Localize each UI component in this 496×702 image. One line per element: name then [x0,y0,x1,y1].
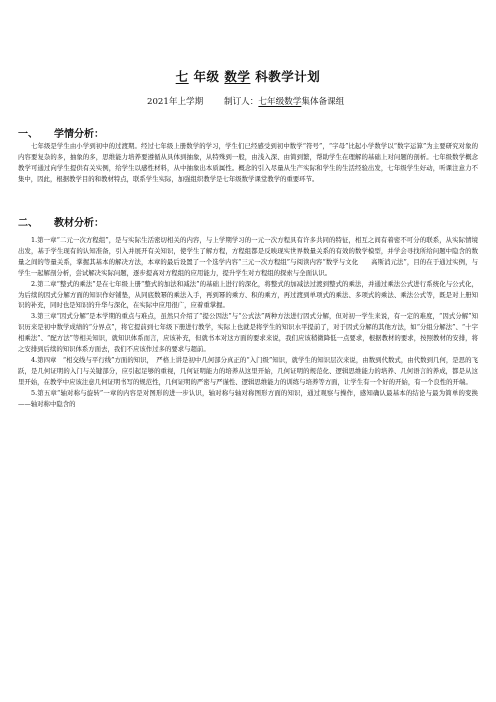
section-heading-2 [18,214,104,229]
paragraph: 5.第五章“轴对称与旋转”一章的内容是对图形的进一步认识，轴对称与轴对称图形方面的知识，通过观察与操作，感知确认最基本的结论与最为简单的变换——轴对称中隐含的 [18,388,478,408]
title-grade-word: 年级 [193,69,220,84]
author-suffix: 集体备课组 [301,97,345,107]
title-suffix: 科教学计划 [255,69,321,84]
paragraph: 3.第三章“因式分解”是本学期的重点与难点，虽然只介绍了“提公因法”与“公式法”两种方法进行因式分解，但对初一学生来说，有一定的难度，“因式分解”知识历来是初中数学成绩的“分界点”，将它提前到七年级下册进行教学，实际上也就是将学生的知识水平提前了，对于因式分解的其他方法，如“分组分解法”、“十字相乘法”、“配方法”等相关知识，就知识体系而言，应该补充，但就书本对这方面的要求来说，我们应该稍微降低一点要求，根据教材的要求，按照教材的安排，将之安排到后续的知识体系方面去，我们不应该作过多的要求与超前。 [18,312,478,354]
section-number: 一、 [18,129,38,140]
section-body-2 [18,235,478,410]
section-title: 教材分析： [54,218,104,229]
page-title [0,67,496,85]
paragraph: 1.第一章“二元一次方程组”，是与实际生活密切相关的内容，与上学期学习的一元一次方程具有许多共同的特征，相互之间有着密不可分的联系，从实际情境出发，基于学生现有的认知准备，引入并展开有关知识，使学生了解方程，方程组都是反映现实世界数量关系的有效的数学模型，并学会寻找所给问题中隐含的数量之间的等量关系，掌握其基本的解决方法，本章的最后设置了一个选学内容“三元一次方程组”与阅读内容“数学与文化 高斯消元法”，目的在于通过实例，与学生一起解剖分析，尝试解决实际问题，逐步提高对方程组的应用能力，提升学生对方程组的探索与全面认识。 [18,236,478,277]
author-value: 七年级数学 [258,97,302,107]
section-number: 二、 [18,218,38,229]
paragraph: 七年级是学生由小学到初中的过渡期。经过七年级上册数学的学习，学生们已经感受到初中数学“符号”，“字母”比起小学数学以“数字运算”为主要研究对象的内容要复杂的多，抽象的多，思维能力培养要遵循从具体到抽象，从特殊到一般，由浅入深、由简到繁，帮助学生在理解的基础上对问题的剖析。七年级数学概念教学可通过向学生提供有关实例，给学生以感性材料，从中抽象出本质属性。概念的引入尽量从生产实际和学生的生活经验出发，七年级学生好动，听课注意力不集中，因此，根据教学目的和教材特点，联系学生实际，加强组织教学是七年级数学课堂教学的重要环节。 [18,142,478,183]
section-body-1 [18,141,478,185]
paragraph: 4.第四章 “相交线与平行线”方面的知识， 严格上讲是初中几何部分真正的“入门级”知识，就学生的知识层次来说，由数到代数式，由代数到几何，是思的飞跃，是几何证明的入门与关键部分，应引起足够的重视，几何证明能力的培养从这里开始，几何证明的规范化、逻辑思维能力的培养、几何语言的养成，都是从这里开始，在教学中应该注意几何证明书写的规范性，几何证明的严密与严谨性、逻辑思维能力的训练与培养等方面，让学生有一个好的开始，有一个良性的开端。 [18,355,478,386]
subtitle-line [147,95,344,107]
section-heading-1 [18,125,104,140]
title-subject: 数学 [224,69,251,84]
section-title: 学情分析： [54,129,104,140]
author-label: 制订人： [223,97,259,107]
title-grade: 七 [175,69,189,84]
paragraph: 2.第二章“整式的乘法”是在七年级上册“整式的加法和减法”的基础上进行的深化，将整式的加减法过渡到整式的乘法，并通过乘法公式进行系统化与公式化，为后续的因式分解方面的知识作好铺垫，从同底数幂的乘法入手，再到幂的乘方、积的乘方，再过渡到单项式的乘法、多项式的乘法、乘法公式等，既是对上册知识的补充，同时也是知识的升华与深化，在实际中应用很广，应着重掌握。 [18,279,478,310]
term-label: 2021年上学期 [147,97,204,107]
